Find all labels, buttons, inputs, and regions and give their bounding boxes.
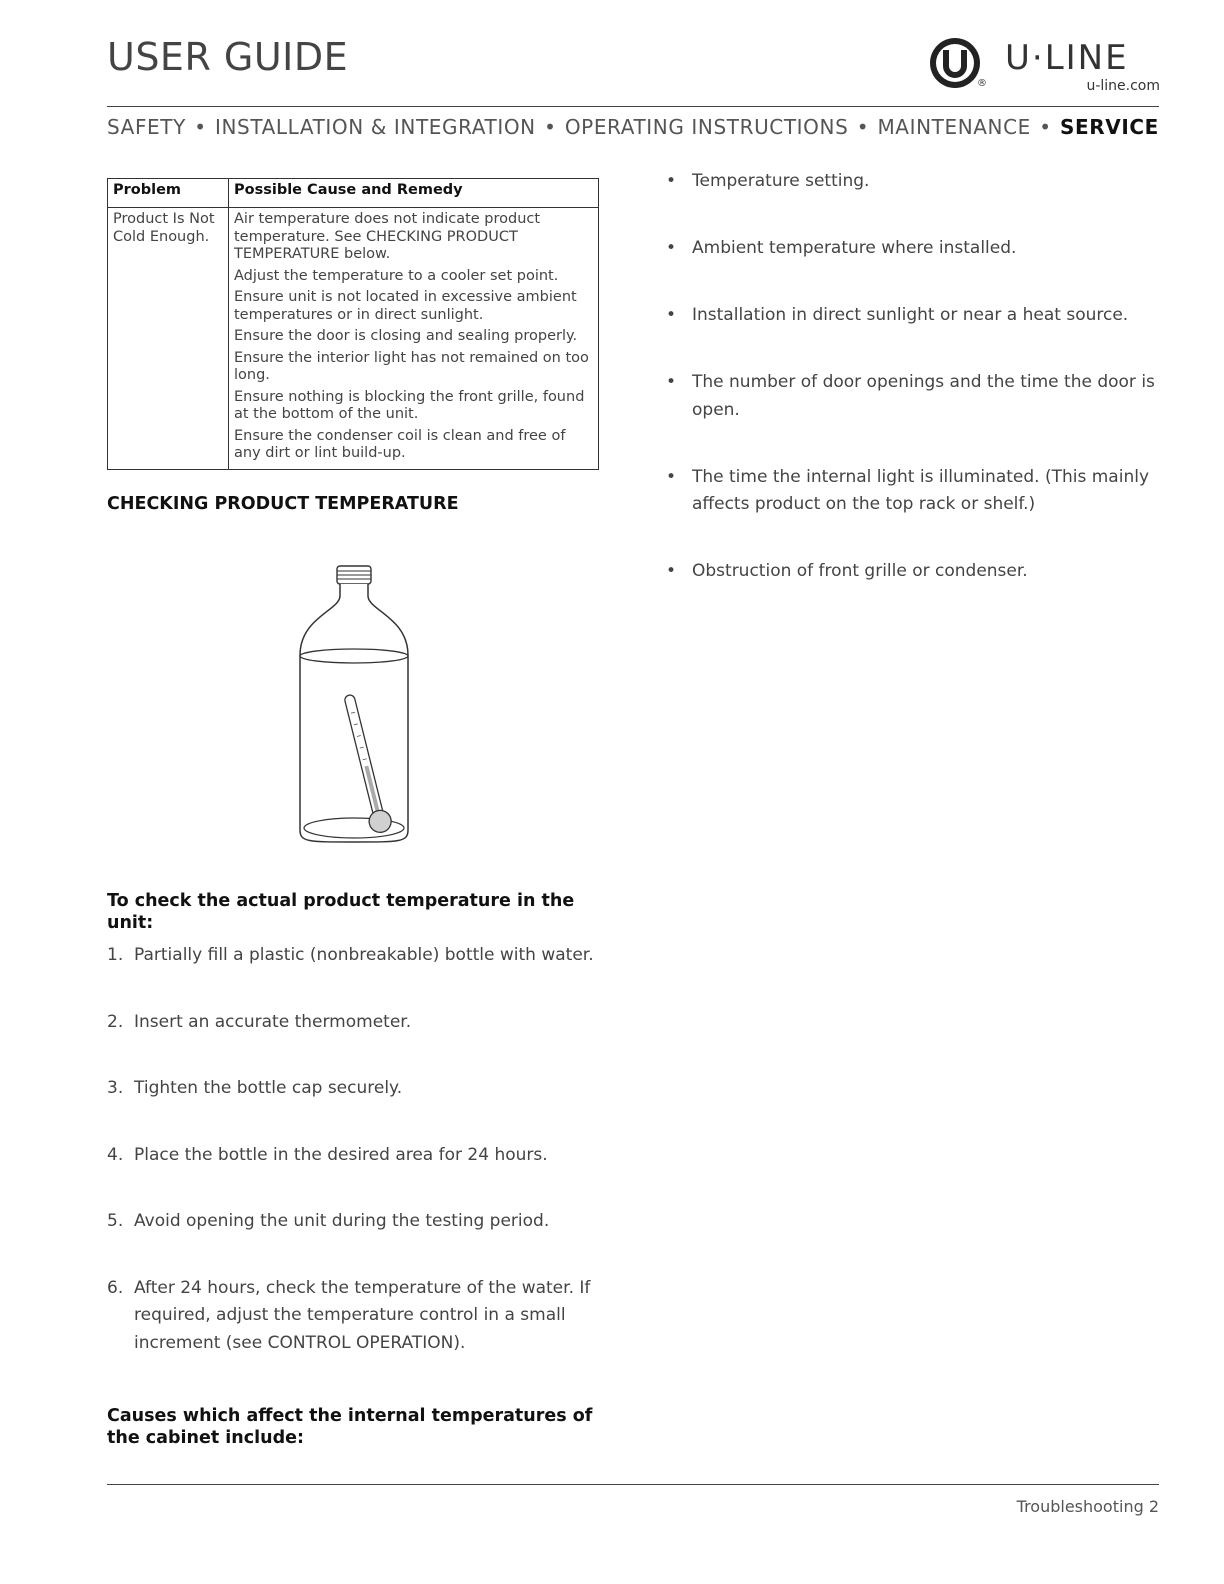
nav-separator: • (544, 115, 557, 139)
remedy-cell (229, 208, 599, 470)
steps-list (107, 942, 602, 1396)
list-item (107, 1075, 602, 1103)
step-text: Tighten the bottle cap securely. (134, 1078, 403, 1098)
problem-cell: Product Is Not Cold Enough. (108, 208, 229, 470)
causes-list (666, 168, 1160, 625)
step-number: 4. (107, 1144, 124, 1165)
causes-heading: Causes which affect the internal temperatures of the cabinet include: (107, 1406, 593, 1448)
cause-text: Ambient temperature where installed. (692, 238, 1017, 258)
bottle-with-thermometer-icon (290, 560, 420, 850)
cause-text: Installation in direct sunlight or near a heat source. (692, 305, 1129, 325)
remedy-item: Ensure the door is closing and sealing properly. (234, 328, 578, 344)
brand-logo (928, 34, 1160, 96)
step-number: 3. (107, 1078, 124, 1098)
remedy-item: Ensure nothing is blocking the front grille, found at the bottom of the unit. (234, 388, 585, 422)
table-header-row (108, 179, 599, 208)
checking-heading: CHECKING PRODUCT TEMPERATURE (107, 494, 459, 514)
header-divider (107, 106, 1159, 107)
list-item (107, 942, 602, 970)
list-item (666, 464, 1160, 519)
remedy-item: Ensure the condenser coil is clean and free of any dirt or lint build-up. (234, 427, 566, 461)
footer-divider (107, 1484, 1159, 1485)
nav-item-service[interactable]: SERVICE (1059, 115, 1159, 139)
cause-text: The time the internal light is illuminated. (This mainly affects product on the top rack or shelf.) (692, 466, 1150, 514)
bullet-icon: • (666, 561, 677, 581)
bullet-icon: • (666, 171, 677, 191)
list-item (107, 1142, 602, 1170)
list-item (666, 369, 1160, 424)
nav-item-safety[interactable]: SAFETY (107, 115, 186, 139)
troubleshooting-table (107, 178, 599, 470)
bullet-icon: • (666, 372, 677, 392)
list-item (666, 558, 1160, 586)
remedy-item: Adjust the temperature to a cooler set point. (234, 267, 559, 284)
list-item (107, 1275, 602, 1358)
cause-text: Obstruction of front grille or condenser. (692, 561, 1028, 581)
nav-separator: • (1039, 115, 1052, 139)
bullet-icon: • (666, 466, 677, 487)
list-item (666, 302, 1160, 330)
cause-text: The number of door openings and the time the door is open. (692, 372, 1155, 420)
step-number: 2. (107, 1011, 124, 1032)
list-item (666, 235, 1160, 263)
nav-item-operating[interactable]: OPERATING INSTRUCTIONS (564, 115, 849, 139)
step-number: 1. (107, 945, 124, 965)
uline-logo-icon (928, 36, 982, 90)
nav-separator: • (856, 115, 870, 139)
step-text: Insert an accurate thermometer. (134, 1011, 412, 1032)
step-text: Avoid opening the unit during the testing period. (134, 1211, 550, 1231)
brand-url[interactable]: u-line.com (1086, 78, 1160, 94)
nav-item-maintenance[interactable]: MAINTENANCE (877, 115, 1031, 139)
remedy-item: Ensure the interior light has not remained on too long. (234, 349, 589, 383)
step-number: 6. (107, 1277, 124, 1298)
page-footer-label: Troubleshooting 2 (1016, 1497, 1159, 1516)
column-header-problem: Problem (108, 179, 229, 208)
nav-separator: • (194, 115, 207, 139)
cause-text: Temperature setting. (692, 171, 870, 191)
section-nav (107, 114, 1159, 140)
remedy-item: Air temperature does not indicate product temperature. See CHECKING PRODUCT TEMPERATURE below. (234, 211, 541, 262)
step-text: Partially fill a plastic (nonbreakable) bottle with water. (134, 945, 594, 965)
column-header-remedy: Possible Cause and Remedy (229, 179, 599, 208)
list-item (107, 1208, 602, 1236)
step-number: 5. (107, 1211, 124, 1231)
steps-heading: To check the actual product temperature in the unit: (107, 891, 575, 933)
bullet-icon: • (666, 238, 677, 258)
table-row (108, 208, 599, 470)
list-item (666, 168, 1160, 196)
nav-item-installation[interactable]: INSTALLATION & INTEGRATION (215, 115, 536, 139)
list-item (107, 1009, 602, 1037)
registered-mark: ® (977, 78, 987, 89)
step-text: After 24 hours, check the temperature of the water. If required, adjust the temperature control in a small increment (see CONTROL OPERATION). (134, 1277, 591, 1353)
page-title: USER GUIDE (107, 35, 349, 79)
step-text: Place the bottle in the desired area for 24 hours. (134, 1144, 548, 1165)
brand-name: U·LINE (1005, 38, 1129, 78)
remedy-item: Ensure unit is not located in excessive ambient temperatures or in direct sunlight. (234, 289, 577, 323)
bullet-icon: • (666, 305, 677, 325)
